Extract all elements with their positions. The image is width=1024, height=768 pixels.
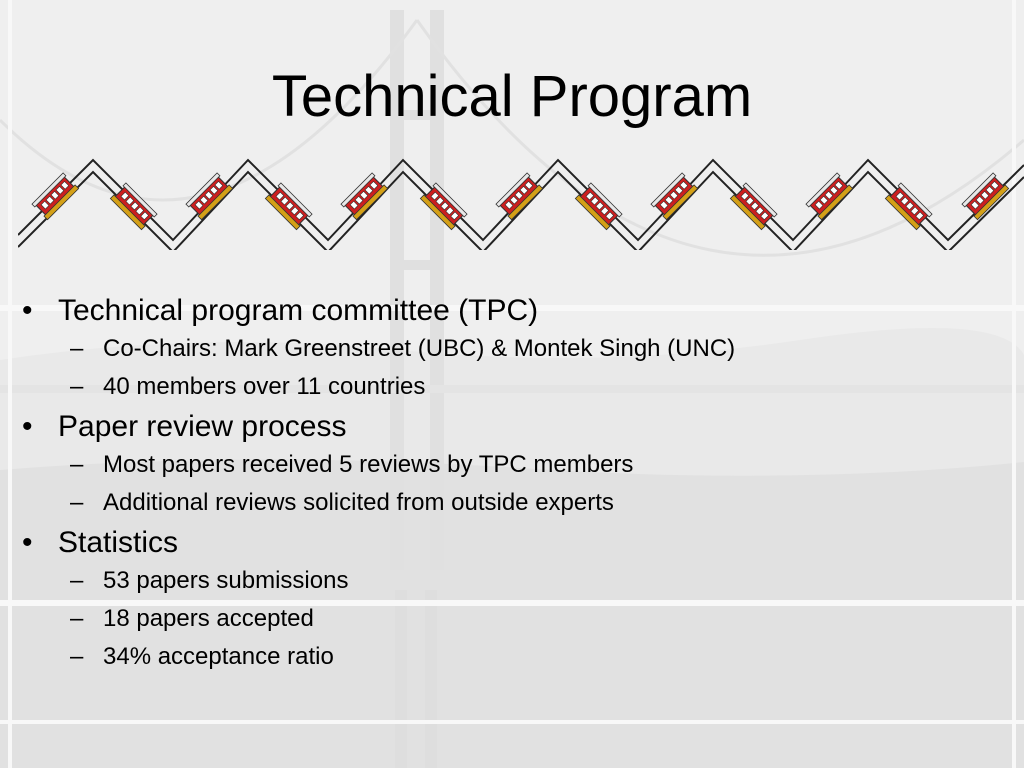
sub-bullet-marker: – — [70, 489, 84, 516]
sub-bullet-item — [18, 638, 1008, 676]
cable-car-icon — [265, 183, 312, 230]
bullet-item — [18, 408, 1008, 446]
sub-bullet-marker: – — [70, 373, 84, 400]
sub-bullet-marker: – — [70, 605, 84, 632]
sub-bullet-text: Most papers received 5 reviews by TPC members — [103, 451, 634, 478]
bullet-text: Paper review process — [58, 410, 347, 443]
sub-bullet-text: 40 members over 11 countries — [103, 373, 426, 400]
cable-car-icon — [885, 183, 932, 230]
bullet-text: Technical program committee (TPC) — [58, 294, 539, 327]
sub-bullet-text: 18 papers accepted — [103, 605, 314, 632]
sub-bullet-text: 34% acceptance ratio — [103, 643, 334, 670]
cable-car-icon — [575, 183, 622, 230]
bullet-marker: • — [22, 410, 33, 443]
cable-car-icon — [962, 173, 1009, 220]
bullet-item — [18, 524, 1008, 562]
sub-bullet-marker: – — [70, 451, 84, 478]
sub-bullet-item — [18, 368, 1008, 406]
slide-title: Technical Program — [271, 64, 753, 129]
cable-car-icon — [420, 183, 467, 230]
bullet-marker: • — [22, 294, 33, 327]
sub-bullet-marker: – — [70, 643, 84, 670]
bullet-marker: • — [22, 526, 33, 559]
cable-car-icon — [110, 183, 157, 230]
bullet-item — [18, 292, 1008, 330]
sub-bullet-item — [18, 484, 1008, 522]
bullet-text: Statistics — [58, 526, 179, 559]
sub-bullet-marker: – — [70, 335, 84, 362]
sub-bullet-text: Co-Chairs: Mark Greenstreet (UBC) & Montek Singh (UNC) — [103, 335, 736, 362]
cable-car-icon — [730, 183, 777, 230]
sub-bullet-item — [18, 562, 1008, 600]
sub-bullet-item — [18, 600, 1008, 638]
sub-bullet-marker: – — [70, 567, 84, 594]
sub-bullet-item — [18, 330, 1008, 368]
sub-bullet-text: Additional reviews solicited from outside experts — [103, 489, 614, 516]
cable-car-border — [18, 155, 1024, 250]
sub-bullet-text: 53 papers submissions — [103, 567, 349, 594]
bullet-list — [18, 290, 1008, 676]
sub-bullet-item — [18, 446, 1008, 484]
